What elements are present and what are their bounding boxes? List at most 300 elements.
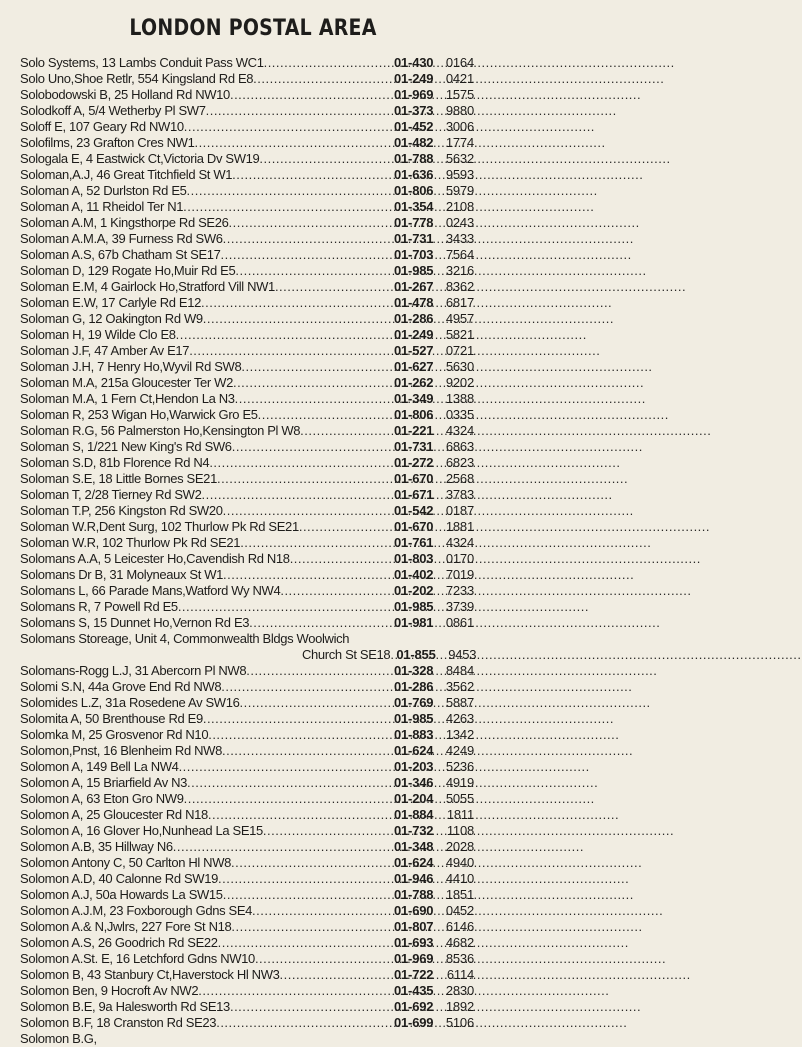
entry-number: 4324	[445, 535, 474, 550]
entry-number: 5106	[445, 1015, 474, 1030]
dot-leader	[241, 359, 392, 375]
entry-exchange: 01-806	[394, 407, 434, 422]
entry-exchange: 01-883	[394, 727, 434, 742]
dot-leader	[179, 759, 392, 775]
directory-entry	[20, 951, 474, 967]
entry-name: Solobodowski B, 25 Holland Rd NW10	[20, 87, 230, 102]
dot-leader	[280, 583, 392, 599]
dot-leader	[229, 215, 392, 231]
entry-number: 0187	[445, 503, 474, 518]
dot-leader	[208, 807, 392, 823]
entry-exchange: 01-482	[394, 135, 434, 150]
entry-exchange: 01-693	[394, 935, 434, 950]
directory-entry	[20, 967, 474, 983]
entry-number: 3783	[445, 487, 474, 502]
dot-leader	[264, 55, 392, 71]
entry-number: 4324	[445, 423, 474, 438]
dot-leader	[187, 183, 392, 199]
entry-number: 2108	[445, 199, 474, 214]
entry-name: Soloman J.F, 47 Amber Av E17	[20, 343, 190, 358]
dot-leader	[218, 871, 392, 887]
entry-exchange: 01-527	[394, 343, 434, 358]
entry-number: 1774	[445, 135, 474, 150]
entry-name: Solodkoff A, 5/4 Wetherby Pl SW7	[20, 103, 206, 118]
entry-name: Solomides L.Z, 31a Rosedene Av SW16	[20, 695, 240, 710]
directory-entry	[20, 311, 474, 327]
dot-leader	[184, 791, 392, 807]
entry-exchange: 01-969	[394, 951, 434, 966]
entry-name: Solomans Dr B, 31 Molyneaux St W1	[20, 567, 224, 582]
entry-name: Solomans A.A, 5 Leicester Ho,Cavendish Rd N18	[20, 551, 290, 566]
entry-name: Soloman M.A, 215a Gloucester Ter W2	[20, 375, 233, 390]
dot-leader	[221, 679, 392, 695]
entry-name: Soloman E.M, 4 Gairlock Ho,Stratford Vill NW1	[20, 279, 275, 294]
entry-number: 7564	[445, 247, 474, 262]
directory-entry	[20, 551, 474, 567]
entry-number: 3562	[445, 679, 474, 694]
dot-leader	[183, 199, 392, 215]
entry-name: Solomans R, 7 Powell Rd E5	[20, 599, 178, 614]
entry-name: Solomi S.N, 44a Grove End Rd NW8	[20, 679, 222, 694]
entry-exchange: 01-699	[394, 1015, 434, 1030]
entry-number: 8484	[445, 663, 474, 678]
dot-leader	[222, 743, 392, 759]
directory-entry	[20, 679, 474, 695]
entry-name: Soloman A.M.A, 39 Furness Rd SW6	[20, 231, 223, 246]
entry-exchange: 01-203	[394, 759, 434, 774]
entry-name: Solomon B.G,	[20, 1031, 97, 1046]
dot-leader	[253, 71, 392, 87]
dot-leader	[173, 839, 392, 855]
entry-number: 4919	[445, 775, 474, 790]
dot-leader	[203, 311, 392, 327]
entry-exchange: 01-267	[394, 279, 434, 294]
entry-number: 0721	[445, 343, 474, 358]
entry-name: Solomon A, 149 Bell La NW4	[20, 759, 179, 774]
dot-leader	[223, 567, 392, 583]
entry-number: 1575	[445, 87, 474, 102]
directory-entry	[20, 471, 474, 487]
entry-name: Solomita A, 50 Brenthouse Rd E9	[20, 711, 203, 726]
directory-entry	[20, 695, 474, 711]
entry-exchange: 01-354	[394, 199, 434, 214]
dot-leader	[194, 135, 392, 151]
dot-leader	[232, 167, 392, 183]
entry-exchange: 01-202	[394, 583, 434, 598]
directory-entry	[20, 151, 474, 167]
entry-exchange: 01-249	[394, 327, 434, 342]
entry-number: 9880	[445, 103, 474, 118]
directory-entry	[20, 727, 474, 743]
dot-leader	[235, 391, 392, 407]
directory-entry	[20, 807, 474, 823]
entry-number: 0170	[445, 551, 474, 566]
dot-leader	[255, 951, 392, 967]
entry-exchange: 01-692	[394, 999, 434, 1014]
entry-name: Soloman D, 129 Rogate Ho,Muir Rd E5	[20, 263, 236, 278]
entry-number: 5630	[445, 359, 474, 374]
entry-number: 3006	[445, 119, 474, 134]
entry-exchange: 01-373	[394, 103, 434, 118]
entry-name: Solomon A.B, 35 Hillway N6	[20, 839, 173, 854]
entry-name: Soloman R, 253 Wigan Ho,Warwick Gro E5	[20, 407, 258, 422]
directory-entry	[20, 391, 474, 407]
dot-leader	[184, 119, 392, 135]
directory-entry	[20, 663, 474, 679]
dot-leader	[201, 487, 392, 503]
entry-name: Soloman A, 11 Rheidol Ter N1	[20, 199, 184, 214]
directory-listing	[20, 55, 477, 1047]
entry-exchange: 01-985	[394, 263, 434, 278]
entry-exchange: 01-946	[394, 871, 434, 886]
dot-leader	[216, 1015, 392, 1031]
dot-leader	[230, 999, 392, 1015]
entry-number: 5055	[445, 791, 474, 806]
entry-number: 6823	[445, 455, 474, 470]
directory-entry	[20, 775, 474, 791]
entry-name: Soloman,A.J, 46 Great Titchfield St W1	[20, 167, 233, 182]
dot-leader	[233, 375, 392, 391]
entry-exchange: 01-807	[394, 919, 434, 934]
directory-entry	[20, 167, 474, 183]
dot-leader	[299, 519, 392, 535]
entry-name: Solomon Antony C, 50 Carlton Hl NW8	[20, 855, 232, 870]
entry-exchange: 01-348	[394, 839, 434, 854]
entry-name: Solofilms, 23 Grafton Cres NW1	[20, 135, 195, 150]
entry-number: 0861	[445, 615, 474, 630]
dot-leader	[217, 471, 392, 487]
entry-number: 4249	[445, 743, 474, 758]
dot-leader	[231, 855, 392, 871]
entry-number: 4957	[445, 311, 474, 326]
entry-name: Soloman S.E, 18 Little Bornes SE21	[20, 471, 217, 486]
entry-name: Soloman G, 12 Oakington Rd W9	[20, 311, 203, 326]
entry-exchange: 01-627	[394, 359, 434, 374]
entry-exchange: 01-636	[394, 167, 434, 182]
dot-leader	[280, 967, 393, 983]
entry-number: 1881	[445, 519, 474, 534]
entry-exchange: 01-478	[394, 295, 434, 310]
entry-number: 5236	[445, 759, 474, 774]
entry-number: 9453	[448, 647, 477, 662]
dot-leader	[300, 423, 392, 439]
entry-exchange: 01-262	[394, 375, 434, 390]
dot-leader	[231, 919, 392, 935]
directory-entry	[20, 487, 474, 503]
directory-entry	[20, 455, 474, 471]
entry-number: 0243	[445, 215, 474, 230]
directory-entry	[20, 199, 474, 215]
entry-number: 5887	[445, 695, 474, 710]
entry-exchange: 01-349	[394, 391, 434, 406]
dot-leader	[258, 407, 392, 423]
entry-name: Church St SE18	[302, 647, 391, 662]
directory-entry	[20, 359, 474, 375]
dot-leader	[246, 663, 392, 679]
directory-entry	[20, 999, 474, 1015]
dot-leader	[223, 231, 392, 247]
directory-entry	[20, 887, 474, 903]
entry-number: 5632	[445, 151, 474, 166]
directory-entry	[20, 423, 474, 439]
entry-exchange: 01-690	[394, 903, 434, 918]
directory-entry	[20, 103, 474, 119]
dot-leader	[187, 775, 392, 791]
entry-exchange: 01-985	[394, 711, 434, 726]
entry-name: Soloman W.R, 102 Thurlow Pk Rd SE21	[20, 535, 241, 550]
entry-exchange: 01-452	[394, 119, 434, 134]
directory-entry	[20, 1015, 474, 1031]
entry-name: Soloman S, 1/221 New King's Rd SW6	[20, 439, 232, 454]
entry-name: Soloman E.W, 17 Carlyle Rd E12	[20, 295, 201, 310]
directory-entry	[20, 903, 474, 919]
directory-entry	[20, 295, 474, 311]
directory-entry	[20, 343, 474, 359]
entry-exchange: 01-402	[394, 567, 434, 582]
entry-number: 8362	[445, 279, 474, 294]
entry-number: 3739	[445, 599, 474, 614]
directory-entry	[20, 119, 474, 135]
entry-name: Solomon B.F, 18 Cranston Rd SE23	[20, 1015, 217, 1030]
dot-leader	[208, 727, 392, 743]
entry-name: Soloff E, 107 Geary Rd NW10	[20, 119, 184, 134]
entry-exchange: 01-731	[394, 439, 434, 454]
directory-entry	[20, 71, 474, 87]
entry-name: Solomon B, 43 Stanbury Ct,Haverstock Hl NW3	[20, 967, 280, 982]
entry-number: 9202	[445, 375, 474, 390]
entry-exchange: 01-884	[394, 807, 434, 822]
entry-exchange: 01-272	[394, 455, 434, 470]
dot-leader	[232, 439, 392, 455]
entry-number: 1108	[446, 823, 474, 838]
entry-number: 9593	[445, 167, 474, 182]
dot-leader	[203, 711, 392, 727]
directory-entry-continued	[20, 631, 474, 647]
entry-number: 1892	[445, 999, 474, 1014]
entry-exchange: 01-328	[394, 663, 434, 678]
page-title: LONDON POSTAL AREA	[129, 16, 377, 41]
entry-name: Solomon A.S, 26 Goodrich Rd SE22	[20, 935, 218, 950]
entry-name: Soloman R.G, 56 Palmerston Ho,Kensington Pl W8	[20, 423, 301, 438]
entry-exchange: 01-670	[394, 471, 434, 486]
dot-leader	[198, 983, 392, 999]
entry-exchange: 01-855	[396, 647, 436, 662]
dot-leader	[176, 327, 392, 343]
directory-entry	[20, 215, 474, 231]
entry-exchange: 01-430	[394, 55, 434, 70]
entry-exchange: 01-346	[394, 775, 434, 790]
entry-exchange: 01-435	[394, 983, 434, 998]
entry-number: 3216	[445, 263, 474, 278]
entry-name: Soloman S.D, 81b Florence Rd N4	[20, 455, 210, 470]
entry-name: Solomon A.J.M, 23 Foxborough Gdns SE4	[20, 903, 253, 918]
entry-number: 2028	[445, 839, 474, 854]
directory-entry	[20, 327, 474, 343]
entry-exchange: 01-788	[394, 151, 434, 166]
entry-name: Solomon A.D, 40 Calonne Rd SW19	[20, 871, 218, 886]
dot-leader	[218, 935, 392, 951]
entry-exchange: 01-778	[394, 215, 434, 230]
directory-entry	[20, 87, 474, 103]
directory-entry	[20, 263, 474, 279]
entry-name: Solomka M, 25 Grosvenor Rd N10	[20, 727, 209, 742]
directory-entry	[20, 855, 474, 871]
entry-number: 6863	[445, 439, 474, 454]
entry-number: 6817	[445, 295, 474, 310]
entry-exchange: 01-985	[394, 599, 434, 614]
entry-number: 4940	[445, 855, 474, 870]
dot-leader	[290, 551, 392, 567]
directory-entry	[20, 183, 474, 199]
entry-name: Solomans S, 15 Dunnet Ho,Vernon Rd E3	[20, 615, 250, 630]
directory-entry	[20, 871, 474, 887]
directory-entry	[20, 231, 474, 247]
dot-leader	[209, 455, 392, 471]
dot-leader	[223, 887, 392, 903]
dot-leader	[221, 247, 392, 263]
entry-exchange: 01-703	[394, 247, 434, 262]
entry-exchange: 01-221	[394, 423, 434, 438]
entry-name: Soloman W.R,Dent Surg, 102 Thurlow Pk Rd SE21	[20, 519, 299, 534]
entry-exchange: 01-732	[394, 823, 434, 838]
entry-exchange: 01-769	[394, 695, 434, 710]
entry-number: 0421	[445, 71, 474, 86]
directory-entry	[20, 599, 474, 615]
entry-name: Solomon A.St. E, 16 Letchford Gdns NW10	[20, 951, 255, 966]
entry-name: Soloman A.S, 67b Chatham St SE17	[20, 247, 221, 262]
entry-name: Solomon A.& N,Jwlrs, 227 Fore St N18	[20, 919, 232, 934]
dot-leader	[240, 535, 392, 551]
entry-name: Solomans-Rogg L.J, 31 Abercorn Pl NW8	[20, 663, 247, 678]
entry-name: Solomon B.E, 9a Halesworth Rd SE13	[20, 999, 230, 1014]
dot-leader	[206, 103, 392, 119]
directory-entry	[20, 983, 474, 999]
entry-name: Soloman J.H, 7 Henry Ho,Wyvil Rd SW8	[20, 359, 242, 374]
entry-exchange: 01-788	[394, 887, 434, 902]
entry-name: Soloman T.P, 256 Kingston Rd SW20	[20, 503, 223, 518]
directory-entry	[20, 615, 474, 631]
entry-number: 0335	[445, 407, 474, 422]
directory-entry	[20, 519, 474, 535]
dot-leader	[239, 695, 392, 711]
entry-name: Solomon Ben, 9 Hocroft Av NW2	[20, 983, 199, 998]
directory-entry	[20, 375, 474, 391]
entry-exchange: 01-806	[394, 183, 434, 198]
directory-entry	[20, 55, 474, 71]
directory-entry	[20, 407, 474, 423]
dot-leader	[263, 823, 392, 839]
entry-exchange: 01-542	[394, 503, 434, 518]
entry-exchange: 01-249	[394, 71, 434, 86]
entry-number: 6146	[445, 919, 474, 934]
entry-exchange: 01-803	[394, 551, 434, 566]
directory-entry	[20, 439, 474, 455]
directory-entry	[20, 535, 474, 551]
directory-entry	[20, 711, 474, 727]
entry-name: Soloman T, 2/28 Tierney Rd SW2	[20, 487, 202, 502]
entry-number: 0452	[445, 903, 474, 918]
entry-number: 4410	[445, 871, 474, 886]
entry-number: 2830	[445, 983, 474, 998]
entry-number: 2568	[445, 471, 474, 486]
dot-leader	[259, 151, 392, 167]
entry-number: 4263	[445, 711, 474, 726]
entry-exchange: 01-204	[394, 791, 434, 806]
directory-entry	[20, 919, 474, 935]
entry-name: Solomon A, 25 Gloucester Rd N18	[20, 807, 208, 822]
entry-exchange: 01-624	[394, 743, 434, 758]
entry-name: Solomon A, 63 Eton Gro NW9	[20, 791, 184, 806]
entry-number: 1851	[445, 887, 474, 902]
directory-entry	[20, 759, 474, 775]
entry-name: Solomon A, 16 Glover Ho,Nunhead La SE15	[20, 823, 263, 838]
dot-leader	[275, 279, 392, 295]
entry-number: 1342	[445, 727, 474, 742]
entry-name: Soloman A, 52 Durlston Rd E5	[20, 183, 187, 198]
directory-entry	[20, 935, 474, 951]
entry-exchange: 01-722	[394, 967, 434, 982]
entry-exchange: 01-286	[394, 311, 434, 326]
directory-entry-partial	[20, 1031, 474, 1047]
entry-name: Solomon A.J, 50a Howards La SW15	[20, 887, 223, 902]
entry-number: 5821	[445, 327, 474, 342]
entry-number: 1388	[445, 391, 474, 406]
entry-exchange: 01-624	[394, 855, 434, 870]
directory-entry	[20, 839, 474, 855]
entry-number: 6114	[446, 967, 474, 982]
entry-name: Solomans L, 66 Parade Mans,Watford Wy NW4	[20, 583, 281, 598]
entry-name: Soloman A.M, 1 Kingsthorpe Rd SE26	[20, 215, 229, 230]
directory-entry	[20, 135, 474, 151]
entry-number: 7233	[445, 583, 474, 598]
entry-name: Solomon,Pnst, 16 Blenheim Rd NW8	[20, 743, 222, 758]
directory-entry	[20, 647, 477, 663]
entry-name: Solomans Storeage, Unit 4, Commonwealth Bldgs Woolwich	[20, 631, 350, 646]
entry-number: 8536	[445, 951, 474, 966]
directory-entry	[20, 823, 474, 839]
directory-entry	[20, 279, 474, 295]
entry-number: 0164	[445, 55, 474, 70]
entry-exchange: 01-286	[394, 679, 434, 694]
entry-number: 5979	[445, 183, 474, 198]
entry-name: Sologala E, 4 Eastwick Ct,Victoria Dv SW19	[20, 151, 260, 166]
entry-name: Soloman H, 19 Wilde Clo E8	[20, 327, 176, 342]
entry-exchange: 01-671	[394, 487, 434, 502]
entry-exchange: 01-731	[394, 231, 434, 246]
dot-leader	[201, 295, 392, 311]
dot-leader	[230, 87, 392, 103]
directory-entry	[20, 247, 474, 263]
directory-entry	[20, 567, 474, 583]
entry-number: 1811	[446, 807, 474, 822]
entry-name: Solomon A, 15 Briarfield Av N3	[20, 775, 188, 790]
dot-leader	[189, 343, 392, 359]
dot-leader	[252, 903, 392, 919]
entry-name: Soloman M.A, 1 Fern Ct,Hendon La N3	[20, 391, 235, 406]
directory-entry	[20, 743, 474, 759]
dot-leader	[223, 503, 392, 519]
entry-exchange: 01-761	[394, 535, 434, 550]
dot-leader	[178, 599, 392, 615]
entry-exchange: 01-969	[394, 87, 434, 102]
entry-name: Solo Uno,Shoe Retlr, 554 Kingsland Rd E8	[20, 71, 254, 86]
directory-entry	[20, 583, 474, 599]
entry-exchange: 01-670	[394, 519, 434, 534]
entry-name: Solo Systems, 13 Lambs Conduit Pass WC1	[20, 55, 264, 70]
entry-number: 7019	[445, 567, 474, 582]
directory-entry	[20, 503, 474, 519]
entry-number: 4682	[445, 935, 474, 950]
